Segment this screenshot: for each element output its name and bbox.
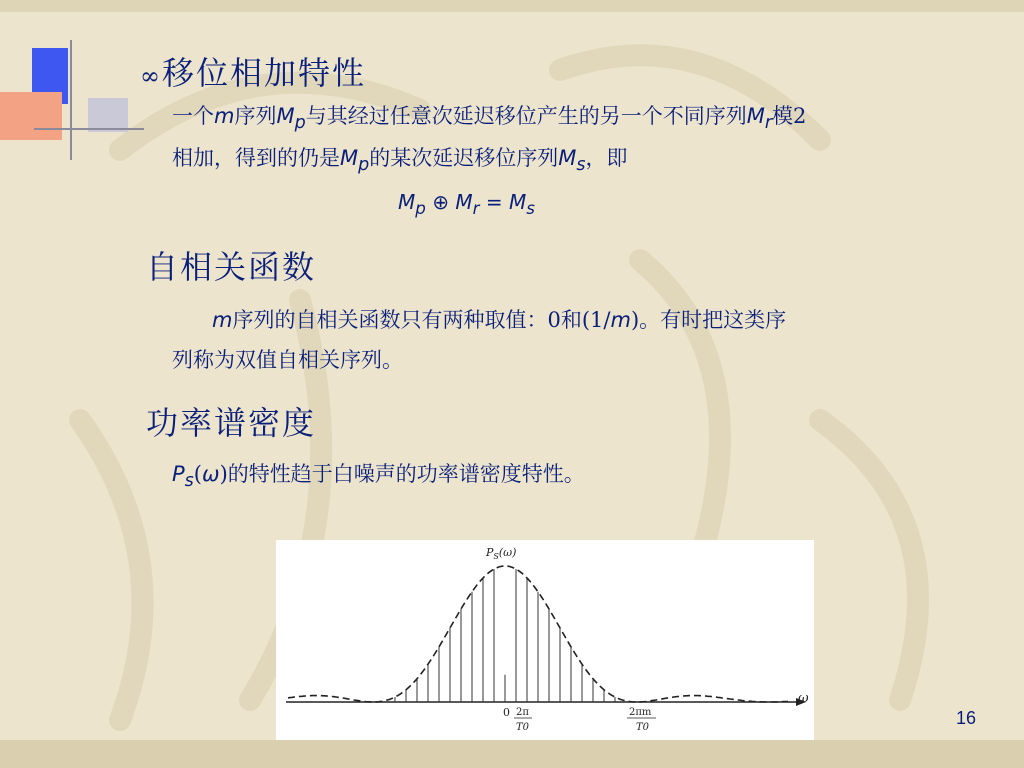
y-axis-label: $P_S(\omega)$ xyxy=(486,546,517,561)
title-text: 移位相加特性 xyxy=(162,54,367,92)
autocorr-line-1: m序列的自相关函数只有两种取值：0和(1/m)。有时把这类序 xyxy=(212,308,787,332)
deco-gray-square xyxy=(88,98,128,132)
shift-add-line-2: 相加，得到的仍是$M_p$的某次延迟移位序列$M_s$，即 xyxy=(172,146,628,176)
autocorr-line-2: 列称为双值自相关序列。 xyxy=(172,348,403,372)
tick2-numerator: 2πm xyxy=(629,707,652,718)
tick1-numerator: 2π xyxy=(516,707,529,718)
link-bullet-icon: ∞ xyxy=(140,62,162,90)
shift-add-formula: $M_p$ ⊕ $M_r = M_s$ xyxy=(398,190,535,218)
psd-figure xyxy=(276,540,814,740)
origin-label: 0 xyxy=(503,706,510,719)
tick2-denominator: T0 xyxy=(636,722,650,733)
deco-orange-square xyxy=(0,92,62,140)
psd-heading: 功率谱密度 xyxy=(146,404,317,442)
spectral-lines xyxy=(395,569,615,702)
deco-vertical-line xyxy=(70,40,72,160)
page-number: 16 xyxy=(955,708,976,728)
autocorr-heading: 自相关函数 xyxy=(146,248,317,286)
tick1-denominator: T0 xyxy=(516,722,530,733)
x-axis-label: ω xyxy=(798,691,809,706)
psd-plot xyxy=(276,540,814,740)
psd-line-1: $P_s(\omega)$的特性趋于白噪声的功率谱密度特性。 xyxy=(172,462,585,492)
slide-title xyxy=(140,48,366,94)
deco-horizontal-line xyxy=(34,128,144,130)
shift-add-line-1: 一个m序列$M_p$与其经过任意次延迟移位产生的另一个不同序列$M_r$模2 xyxy=(172,104,807,134)
